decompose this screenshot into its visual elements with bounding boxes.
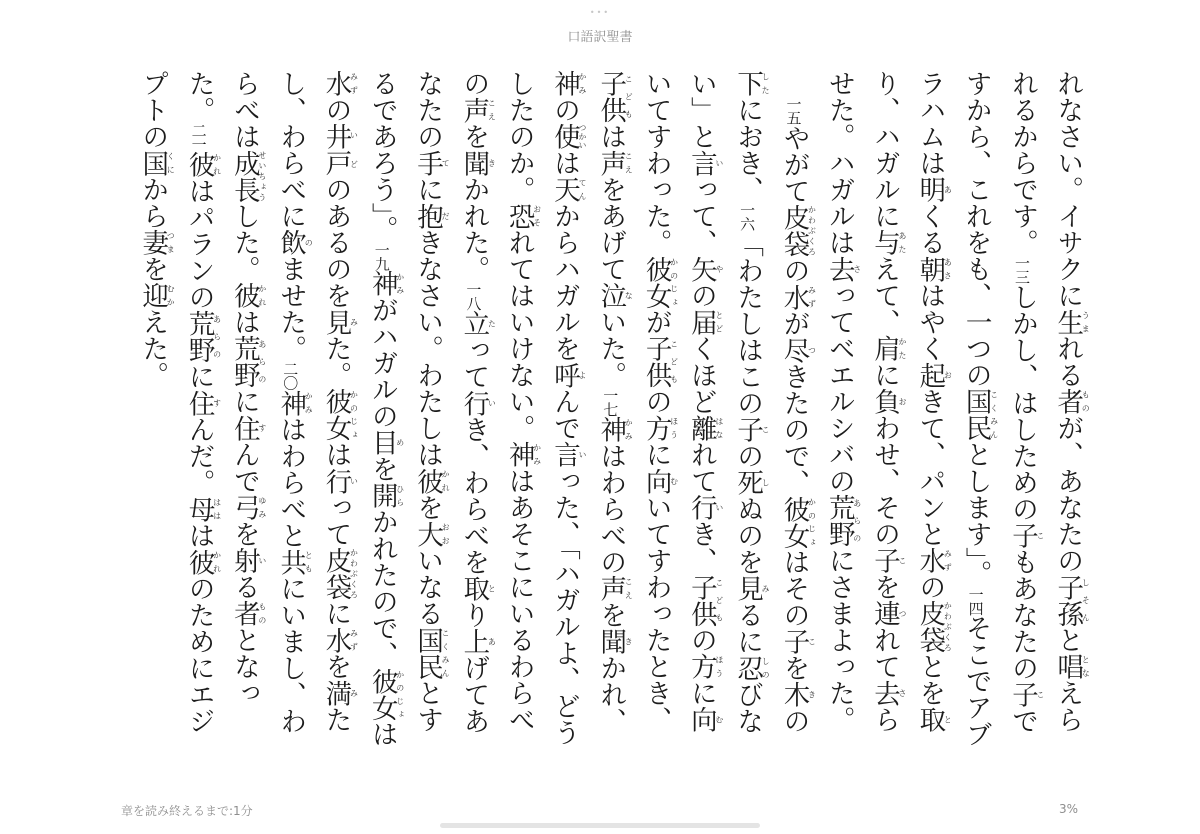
book-title[interactable]: 口語訳聖書	[567, 30, 633, 45]
chapter-text	[130, 70, 1090, 750]
page-scroll-indicator[interactable]	[440, 823, 760, 828]
progress-percent-label: 3%	[1058, 802, 1078, 816]
time-remaining-label: 章を読み終えるまで:1分	[121, 804, 253, 818]
reading-pane[interactable]	[130, 70, 1091, 750]
paragraph-1: れなさい。イサクに生うまれる者ものが、あなたの子孫しそんと唱となえられるからです。一三しかし、はしための子こもあなたの子こですから、これをも、一つの国民こくみんとします」。一四そこでアブラハムは明あくる朝あさはやく起おきて、パンと水みずの皮袋かわぶくろとを取とり、ハガルに与あたえて、肩かたに負おわせ、その子こを連つれて去さらせた。ハガルは去さってベエルシバの荒野あらのにさまよった。	[823, 70, 1091, 748]
window-grabber-dots[interactable]: •••	[589, 8, 611, 17]
paragraph-2: 一五やがて皮袋かわぶくろの水みずが尽つきたので、彼女かのじょはその子こを木きの下したにおき、一六「わたしはこの子この死しぬのを見みるに忍しのびない」と言いって、矢やの届とどくほど離はなれて行いき、子供こどもの方ほうに向むいてすわった。彼女かのじょが子供こどもの方ほうに向むいてすわったとき、子供こどもは声こえをあげて泣ないた。一七神かみはわらべの声こえを聞きかれ、神かみの使つかいは天てんからハガルを呼よんで言いった、「ハガルよ、どうしたのか。恐おそれてはいけない。神かみはあそこにいるわらべの声こえを聞きかれた。一八立たって行いき、わらべを取とり上あげてあなたの手てに抱だきなさい。わたしは彼かれを大おおいなる国民こくみんとするであろう」。一九神かみがハガルの目めを開ひらかれたので、彼女かのじょは水みずの井戸いどのあるのを見みた。彼女かのじょは行いって皮袋かわぶくろに水みずを満みたし、わらべに飲のませた。二〇神かみはわらべと共ともにいまし、わらべは成長せいちょうした。彼かれは荒野あらのに住すんで弓ゆみを射いる者ものとなった。二一彼かれはパランの荒野あらのに住すんだ。母ははは彼かれのためにエジプトの国くにから妻つまを迎むかえた。	[137, 70, 817, 748]
